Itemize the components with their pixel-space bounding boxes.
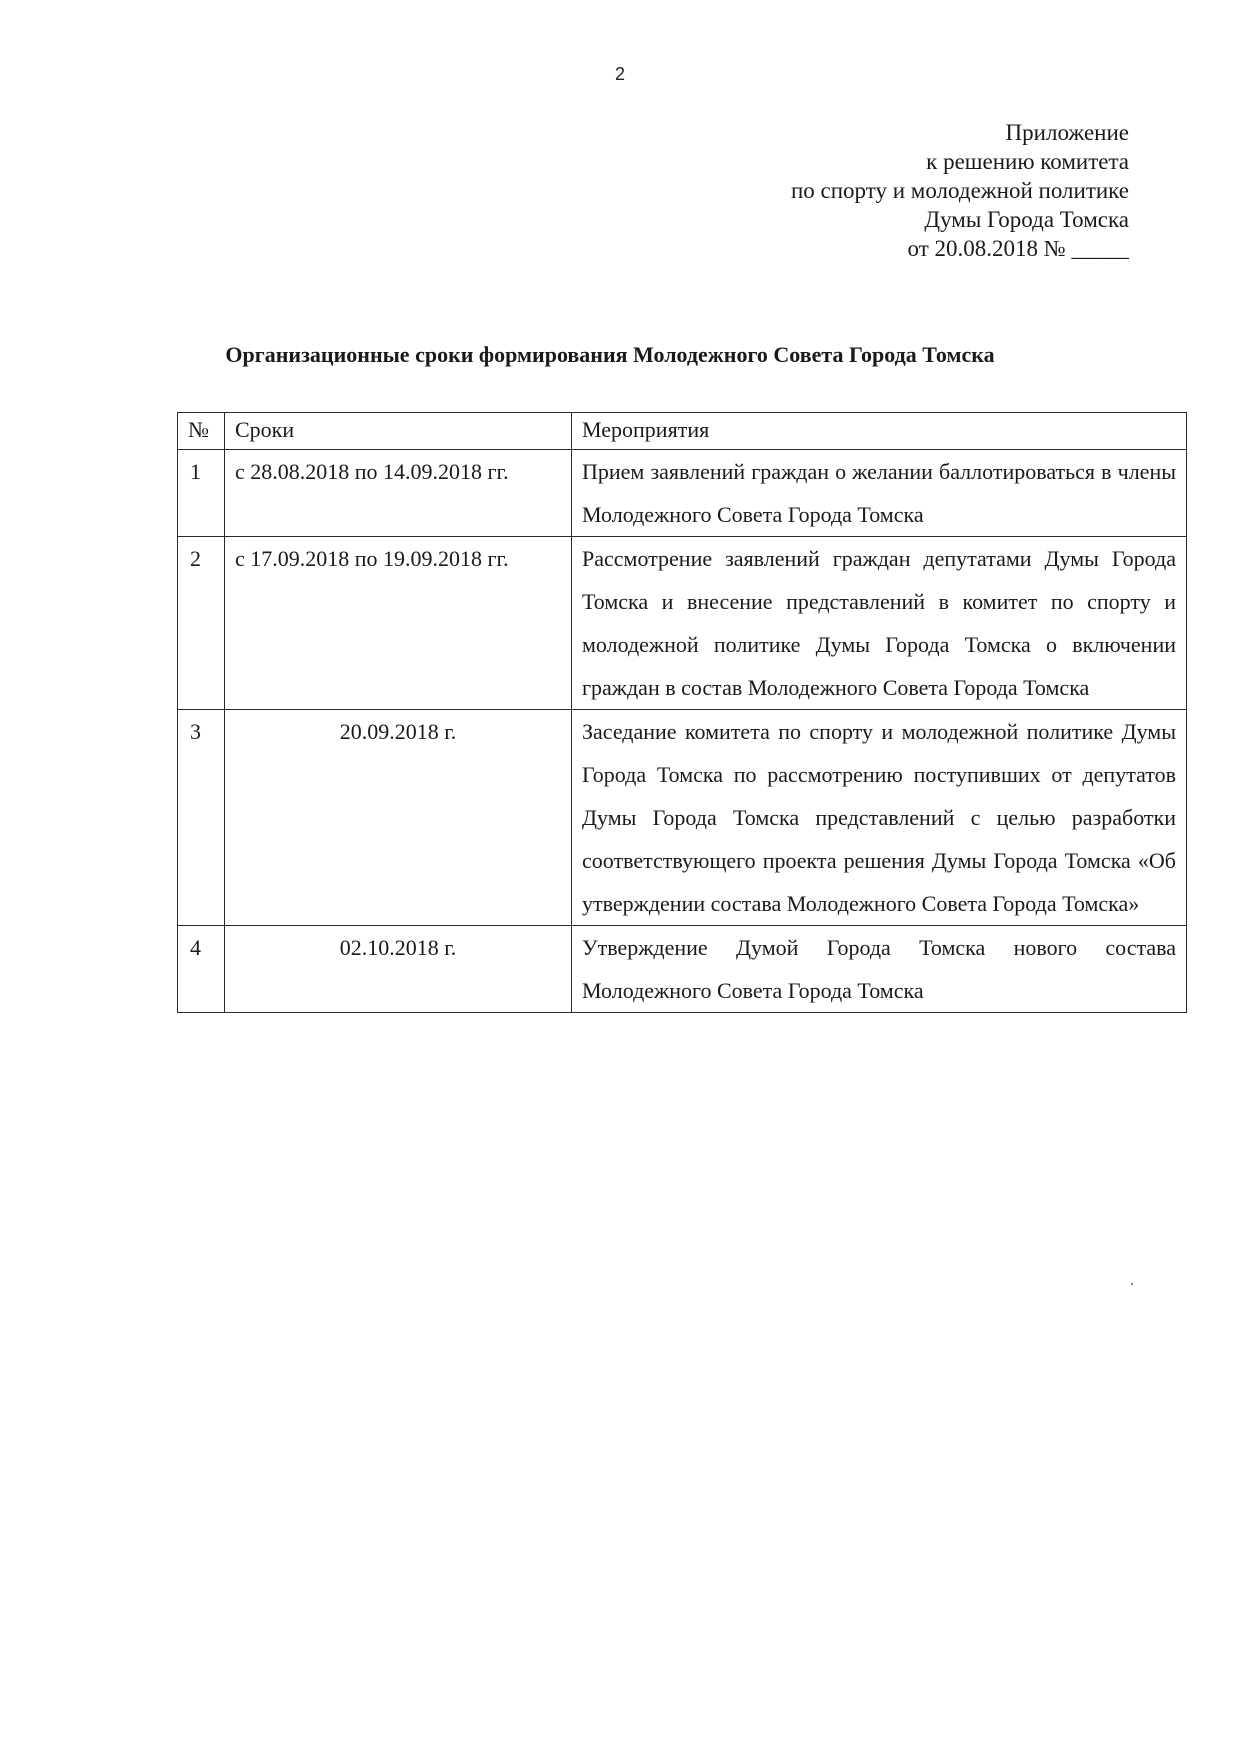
appendix-header	[529, 118, 1129, 263]
appendix-line: Приложение	[1005, 120, 1129, 145]
row-number: 4	[178, 926, 225, 1013]
page-number: 2	[614, 64, 625, 84]
row-period: 20.09.2018 г.	[225, 710, 572, 926]
row-number: 3	[178, 710, 225, 926]
row-event: Рассмотрение заявлений граждан депутатами Думы Города Томска и внесение представлений в комитет по спорту и молодежной политике Думы Города Томска о включении граждан в состав Молодежного Совета Города Томска	[572, 537, 1187, 710]
appendix-line: по спорту и молодежной политике	[790, 178, 1129, 203]
appendix-line: к решению комитета	[926, 149, 1129, 174]
schedule-table	[177, 412, 1187, 1013]
row-period: 02.10.2018 г.	[225, 926, 572, 1013]
row-number: 2	[178, 537, 225, 710]
table-row	[178, 926, 1187, 1013]
header-period: Сроки	[225, 413, 572, 450]
row-event: Прием заявлений граждан о желании баллотироваться в члены Молодежного Совета Города Томска	[572, 450, 1187, 537]
header-event: Мероприятия	[572, 413, 1187, 450]
row-period: с 28.08.2018 по 14.09.2018 гг.	[225, 450, 572, 537]
row-number: 1	[178, 450, 225, 537]
scan-speck	[1131, 1283, 1133, 1285]
appendix-line: Думы Города Томска	[924, 207, 1129, 232]
table-header-row	[178, 413, 1187, 450]
document-title: Организационные сроки формирования Молодежного Совета Города Томска	[225, 342, 995, 367]
table-row	[178, 450, 1187, 537]
table-row	[178, 710, 1187, 926]
header-number: №	[178, 413, 225, 450]
row-period: с 17.09.2018 по 19.09.2018 гг.	[225, 537, 572, 710]
row-event: Утверждение Думой Города Томска нового состава Молодежного Совета Города Томска	[572, 926, 1187, 1013]
table-row	[178, 537, 1187, 710]
appendix-date-line: от 20.08.2018 № _____	[907, 236, 1129, 261]
row-event: Заседание комитета по спорту и молодежной политике Думы Города Томска по рассмотрению поступивших от депутатов Думы Города Томска представлений с целью разработки соответствующего проекта решения Думы Города Томска «Об утверждении состава Молодежного Совета Города Томска»	[572, 710, 1187, 926]
